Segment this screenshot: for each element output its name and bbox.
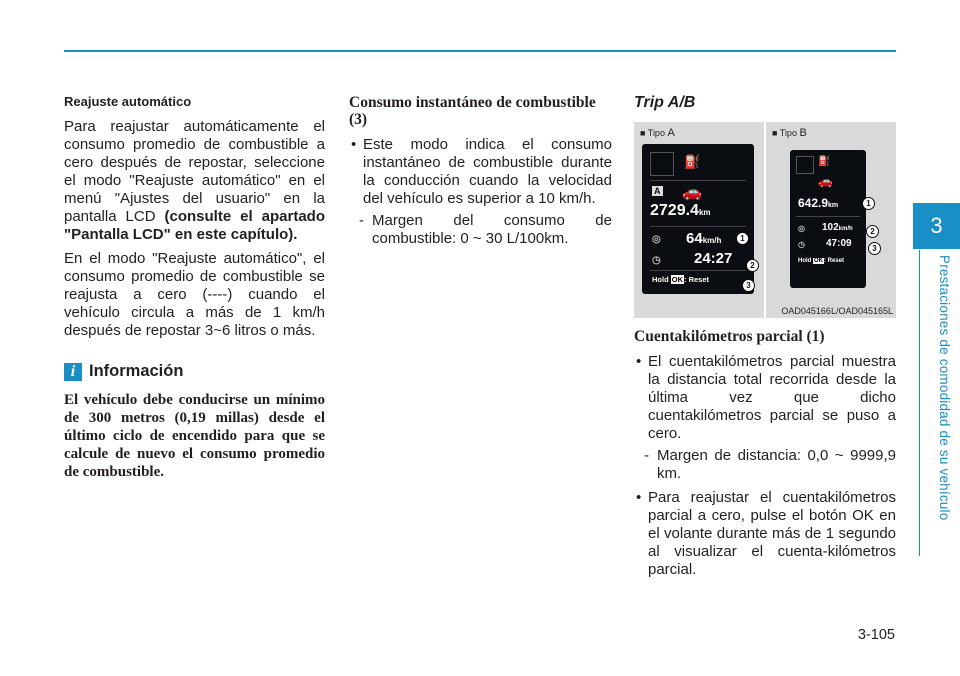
callout-1-b: 1 xyxy=(862,197,875,210)
elapsed-time-a: 24:27 xyxy=(694,250,733,267)
paragraph-reajuste xyxy=(64,118,325,244)
info-text: El vehículo debe conducirse un mínimo de 300 metros (0,19 millas) desde el último ciclo de encendido para que se calcule de nuevo el consumo promedio de combustible. xyxy=(64,392,325,480)
fuel-pump-icon-b: ⛽ xyxy=(818,156,831,167)
dash-consumo: - Margen del consumo de combustible: 0 ~ 30 L/100km. xyxy=(359,212,612,247)
column-1 xyxy=(64,94,325,481)
cluster-screen-a xyxy=(642,144,754,294)
clock-icon-b: ◷ xyxy=(798,240,805,249)
callout-2-a: 2 xyxy=(746,259,759,272)
trip-indicator-a: A xyxy=(654,186,661,196)
dash-consumo-text: Margen del consumo de combustible: 0 ~ 30 L/100km. xyxy=(372,212,612,247)
section-heading-reajuste: Reajuste automático xyxy=(64,94,192,109)
callout-2-b: 2 xyxy=(866,225,879,238)
hold-reset-b: Hold OK: Reset xyxy=(798,258,845,264)
dash-cuentakm: - Margen de distancia: 0,0 ~ 9999,9 km. xyxy=(644,447,896,482)
car-icon: 🚗 xyxy=(682,184,702,201)
avg-speed-b: 102km/h xyxy=(822,222,853,233)
screen-placeholder-box xyxy=(650,152,674,176)
bullet-consumo: • Este modo indica el consumo instantáneo de combustible durante la conducción cuando la velocidad del vehículo es superior a 10 km/h. xyxy=(349,136,612,208)
side-divider xyxy=(919,250,920,556)
section-heading-consumo: Consumo instantáneo de combustible (3) xyxy=(349,94,596,128)
clock-icon: ◷ xyxy=(652,255,661,266)
bullet-cuentakm-2: • Para reajustar el cuentakilómetros parcial a cero, pulse el botón OK en el volante durante más de 1 segundo al visualizar el cuenta-kilómetros parcial. xyxy=(634,489,896,579)
callout-1-a: 1 xyxy=(736,232,749,245)
trip-distance-b: 642.9km xyxy=(798,196,839,210)
dash-cuentakm-text: Margen de distancia: 0,0 ~ 9999,9 km. xyxy=(657,447,896,482)
section-heading-cuentakm: Cuentakilómetros parcial (1) xyxy=(634,328,825,345)
callout-3-a: 3 xyxy=(742,279,755,292)
car-icon-b: 🚗 xyxy=(818,174,833,188)
figure-label-a: ■ Tipo A xyxy=(640,127,675,139)
elapsed-time-b: 47:09 xyxy=(826,238,852,249)
speed-icon: ◎ xyxy=(652,234,661,245)
figure-type-b xyxy=(766,122,896,302)
chapter-title: Prestaciones de comodidad de su vehículo xyxy=(937,255,952,521)
figure-label-b: ■ Tipo B xyxy=(772,127,807,139)
column-2 xyxy=(349,94,612,254)
paragraph-reajuste-bold: (consulte el apartado "Pantalla LCD" en este capítulo). xyxy=(64,208,325,243)
speed-icon-b: ◎ xyxy=(798,224,805,233)
figure-caption: OAD045166L/OAD045165L xyxy=(781,306,893,316)
avg-speed-a: 64km/h xyxy=(686,230,722,247)
cluster-figure xyxy=(634,122,896,318)
info-header xyxy=(64,362,325,381)
fuel-pump-icon: ⛽ xyxy=(684,154,701,169)
hold-reset-a: Hold OK: Reset xyxy=(652,275,710,284)
paragraph-modo: En el modo "Reajuste automático", el consumo promedio de combustible se reajusta a cero (----) cuando el vehículo circula a más de 1 km/h después de repostar 3~6 litros o más. xyxy=(64,250,325,339)
info-title: Información xyxy=(89,362,184,380)
chapter-tab: 3 xyxy=(913,203,960,249)
trip-distance-a: 2729.4km xyxy=(650,202,711,219)
cluster-screen-b xyxy=(790,150,866,288)
column-3 xyxy=(634,94,896,583)
callout-3-b: 3 xyxy=(868,242,881,255)
figure-type-a xyxy=(634,122,764,302)
top-rule xyxy=(64,50,896,52)
paragraph-reajuste-text: Para reajustar automáticamente el consumo promedio de combustible a cero después de repostar, seleccione el modo "Reajuste automático" en el menú "Ajustes del usuario" en la pantalla LCD xyxy=(64,118,325,225)
trip-title: Trip A/B xyxy=(634,94,696,111)
page-number: 3-105 xyxy=(857,627,895,643)
info-icon: i xyxy=(64,363,82,381)
bullet-cuentakm-1: • El cuentakilómetros parcial muestra la distancia total recorrida desde la última vez que dicho cuentakilómetros parcial se puso a cero. xyxy=(634,353,896,443)
